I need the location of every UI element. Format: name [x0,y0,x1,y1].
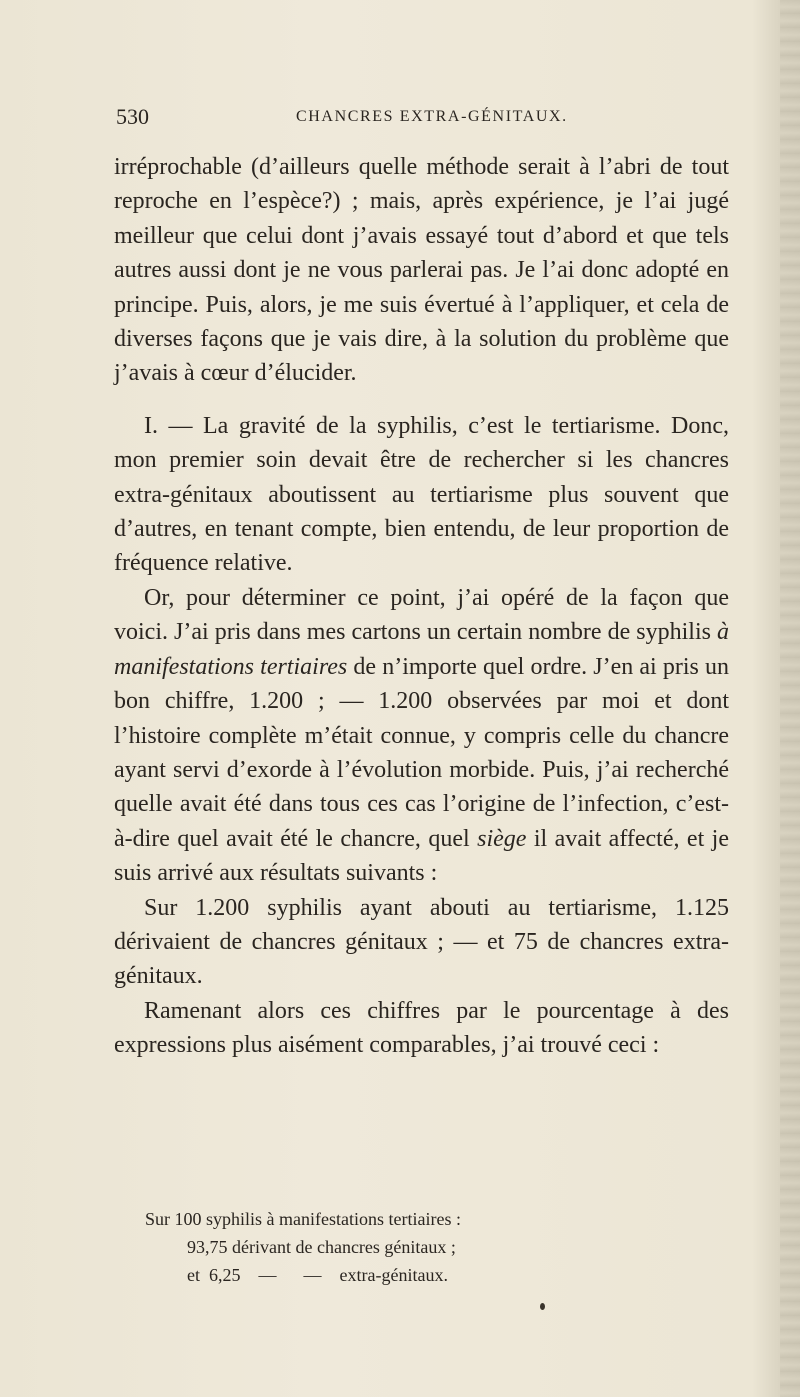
paragraph-3-emphasis: à manifestations tertiaires [114,619,729,680]
paragraph-3-part-c: il avait affecté, et je suis arrivé aux résultats suivants : [114,825,729,887]
body-text [114,150,729,1063]
stats-line-2: 93,75 dérivant de chancres génitaux ; [187,1237,456,1257]
paragraph-1: irréprochable (d’ailleurs quelle méthode serait à l’abri de tout reproche en l’espèce?) ; mais, après expérience, je l’ai jugé meilleur que celui dont j’avais essayé tout d’abord et que tels autres aussi dont je ne vous parlerai pas. Je l’ai donc adopté en principe. Puis, alors, je me suis évertué à l’appliquer, et cela de diverses façons que je vais dire, à la solution du problème que j’avais à cœur d’élucider. [114,154,729,387]
ink-spot [540,1303,545,1310]
stats-line-1: Sur 100 syphilis à manifestations tertiaires : [145,1209,461,1229]
paragraph-2: I. — La gravité de la syphilis, c’est le tertiarisme. Donc, mon premier soin devait être de rechercher si les chancres extra-génitaux aboutissent au tertiarisme plus souvent que d’autres, en tenant compte, bien entendu, de leur proportion de fréquence relative. [114,412,729,577]
running-title: CHANCRES EXTRA-GÉNITAUX. [296,108,568,125]
page-header [116,104,722,134]
paragraph-4: Sur 1.200 syphilis ayant abouti au tertiarisme, 1.125 dérivaient de chancres génitaux ; — et 75 de chancres extra-génitaux. [114,894,729,990]
stats-line-3: et 6,25 — — extra-génitaux. [187,1265,448,1285]
paragraph-3-emphasis-2: siège [477,825,527,852]
paragraph-3-part-b: de n’importe quel ordre. J’en ai pris un bon chiffre, 1.200 ; — 1.200 observées par moi et dont l’histoire complète m’était connue, y compris celle du chancre ayant servi d’exorde à l’évolution morbide. Puis, j’ai recherché quelle avait été dans tous ces cas l’origine de l’infection, c’est-à-dire quel avait été le chancre, quel [114,653,730,852]
page-number: 530 [116,104,149,129]
paragraph-3 [114,581,729,891]
page-edge [780,0,800,1397]
statistics-block [145,1205,705,1289]
paragraph-5: Ramenant alors ces chiffres par le pourcentage à des expressions plus aisément comparables, j’ai trouvé ceci : [114,997,729,1059]
paragraph-3-part-a: Or, pour déterminer ce point, j’ai opéré de la façon que voici. J’ai pris dans mes cartons un certain nombre de syphilis [114,584,729,646]
